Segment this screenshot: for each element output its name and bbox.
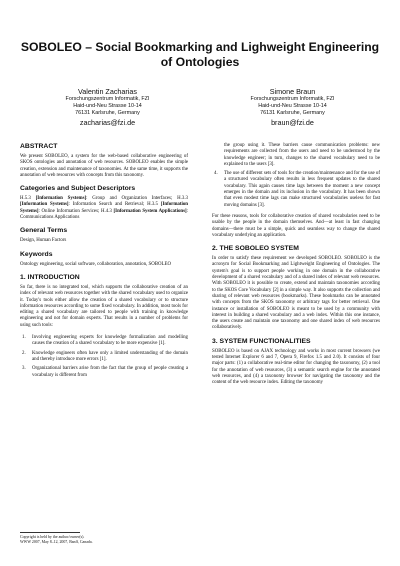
- author-email: braun@fzi.de: [271, 118, 314, 127]
- abstract-heading: ABSTRACT: [20, 143, 58, 150]
- author-name: Simone Braun: [269, 87, 316, 96]
- author-2: [205, 87, 380, 128]
- keywords-text: Ontology engineering, social software, collaboration, annotation, SOBOLEO: [20, 261, 172, 267]
- list-number: 2.: [22, 350, 26, 356]
- list-item: [20, 351, 188, 364]
- categories-text: [20, 196, 188, 221]
- list-item: [212, 171, 380, 209]
- problem-list: [20, 335, 188, 379]
- categories-heading: Categories and Subject Descriptors: [20, 185, 136, 193]
- categories-term: [Information System Applications]: [113, 208, 187, 214]
- categories-term: [Information Systems]: [20, 202, 188, 214]
- abstract-text: We present SOBOLEO, a system for the web-based collaborative engineering of SKOS ontologies and annotation of web resources. SOBOLEO enables the simple creation, extension and maintenance of taxonomies. At the same time, it supports the annotation of web resources with concepts from this taxonomy.: [20, 154, 188, 178]
- author-block: [20, 87, 380, 137]
- author-street: Haid-und-Neu Strasse 10-14: [73, 103, 142, 109]
- right-column: [212, 143, 380, 393]
- functionalities-text: SOBOLEO is based on AJAX technology and works in most current browsers (we tested Internet Explorer 6 and 7, Opera 9, Firefox 1.5 and 2.0). It consists of four major parts: (1) a collaborative real-time editor for changing the taxonomy, (2) a tool for the annotation of web resources, (3) a semantic search engine for the annotated web resources, and (4) a taxonomy browser for navigating the taxonomy and the content of the web resource index. Editing the taxonomy: [212, 348, 380, 386]
- author-city: 76131 Karlsruhe, Germany: [260, 110, 325, 116]
- paper-title: SOBOLEO – Social Bookmarking and Lighweight Engineering of Ontologies: [20, 40, 380, 69]
- author-name: Valentin Zacharias: [78, 87, 137, 96]
- system-text: In order to satisfy these requirement we developed SOBOLEO. SOBOLEO is the acronym for Social Bookmarking and Lightweight Engineering of Ontologies. The system's goal is to support people working in one domain in the collaborative development of a shared vocabulary and of a shared index of relevant web resources. With SOBOLEO it is possible to create, extend and maintain taxonomies according to the SKOS Core Vocabulary [2] in a simple way. It also supports the collection and sharing of relevant web resources (bookmarks). These bookmarks can be annotated with concepts from the SKOS taxonomy or arbitrary tags for better retrieval. One instance or installation of SOBOLEO is meant to be used by a community with interest in building a shared vocabulary and a web index. Within this one instance, the users create and maintain one taxonomy and one shared index of web resources collaboratively.: [212, 256, 380, 331]
- list-text: the group using it. These barriers cause communication problems: new requirements are collected from the users and need to be understood by the knowledge engineer; in turn, changes to the shared vocabulary need to be explained to the users [3].: [224, 143, 380, 167]
- categories-part: H.5.3: [20, 196, 36, 202]
- author-org: Forschungszentrum Informatik, FZI: [65, 96, 150, 102]
- list-item: [212, 143, 380, 168]
- general-terms-heading: General Terms: [20, 227, 68, 235]
- footnote-rule: [20, 532, 80, 533]
- author-org: Forschungszentrum Informatik, FZI: [250, 96, 335, 102]
- list-text: Organizational barriers arise from the fact that the group of people creating a vocabulary is different from: [32, 366, 188, 378]
- copyright-footnote: [20, 532, 188, 545]
- categories-part: : Communications Applications: [20, 208, 189, 221]
- list-number: 1.: [22, 335, 26, 341]
- categories-term: [Information Systems]: [35, 196, 87, 202]
- author-city: 76131 Karlsruhe, Germany: [75, 110, 140, 116]
- left-column: [20, 143, 188, 384]
- list-text: Involving engineering experts for knowledge formalization and modelling causes the creation of a shared vocabulary to be more expensive [1].: [32, 335, 188, 347]
- introduction-heading: 1. INTRODUCTION: [20, 273, 80, 281]
- list-text: The use of different sets of tools for the creation/maintenance and for the use of a structured vocabulary often results in less frequent updates to the shared vocabulary. This again causes time lags between the moment a new concept emerges in the domain and its inclusion in the vocabulary. It has been shown that even modest time lags can make structured vocabularies useless for fast moving domains [3].: [224, 171, 380, 208]
- list-item: [20, 335, 188, 348]
- conference-line: WWW 2007, May 8–12, 2007, Banff, Canada.: [20, 540, 93, 544]
- author-street: Haid-und-Neu Strasse 10-14: [258, 103, 327, 109]
- categories-part: : Group and Organization Interfaces; H.3.3: [86, 196, 188, 202]
- functionalities-heading: 3. SYSTEM FUNCTIONALITIES: [212, 337, 311, 345]
- list-text: Knowledge engineers often have only a limited understanding of the domain and thereby introduce more errors [1].: [32, 350, 188, 362]
- copyright-line: Copyright is held by the author/owner(s).: [20, 535, 85, 539]
- introduction-text: So far, there is no integrated tool, which supports the collaborative creation of an index of relevant web resources together with the shared vocabulary used to organize it. Today's tools either allow the creation of a shared vocabulary or to structure information resources according to some fixed vocabulary. In addition, most tools for editing a shared vocabulary are tailored to people with training in knowledge engineering and not for domain experts. That results in a number of problems for using such tools:: [20, 284, 188, 328]
- categories-part: : Information Search and Retrieval; H.3.5: [68, 202, 161, 208]
- introduction-conclusion: For these reasons, tools for collaborative creation of shared vocabularies need to be usable by the people in the domain themselves. And—at least in fast changing domains—there must be a simple, quick and seamless way to change the shared vocabulary underlying an application.: [212, 213, 380, 238]
- list-number: 4.: [214, 171, 218, 177]
- author-1: [20, 87, 195, 128]
- system-heading: 2. THE SOBOLEO SYSTEM: [212, 245, 299, 253]
- keywords-heading: Keywords: [20, 250, 53, 258]
- general-terms-text: Design, Human Factors: [20, 238, 67, 244]
- list-item: [20, 366, 188, 379]
- categories-part: : Online Information Services; H.4.3: [38, 208, 114, 214]
- problem-list-continued: [212, 143, 380, 209]
- categories-term: [Information Systems]: [20, 202, 69, 208]
- author-email: zacharias@fzi.de: [79, 118, 136, 127]
- list-number: 3.: [22, 366, 26, 372]
